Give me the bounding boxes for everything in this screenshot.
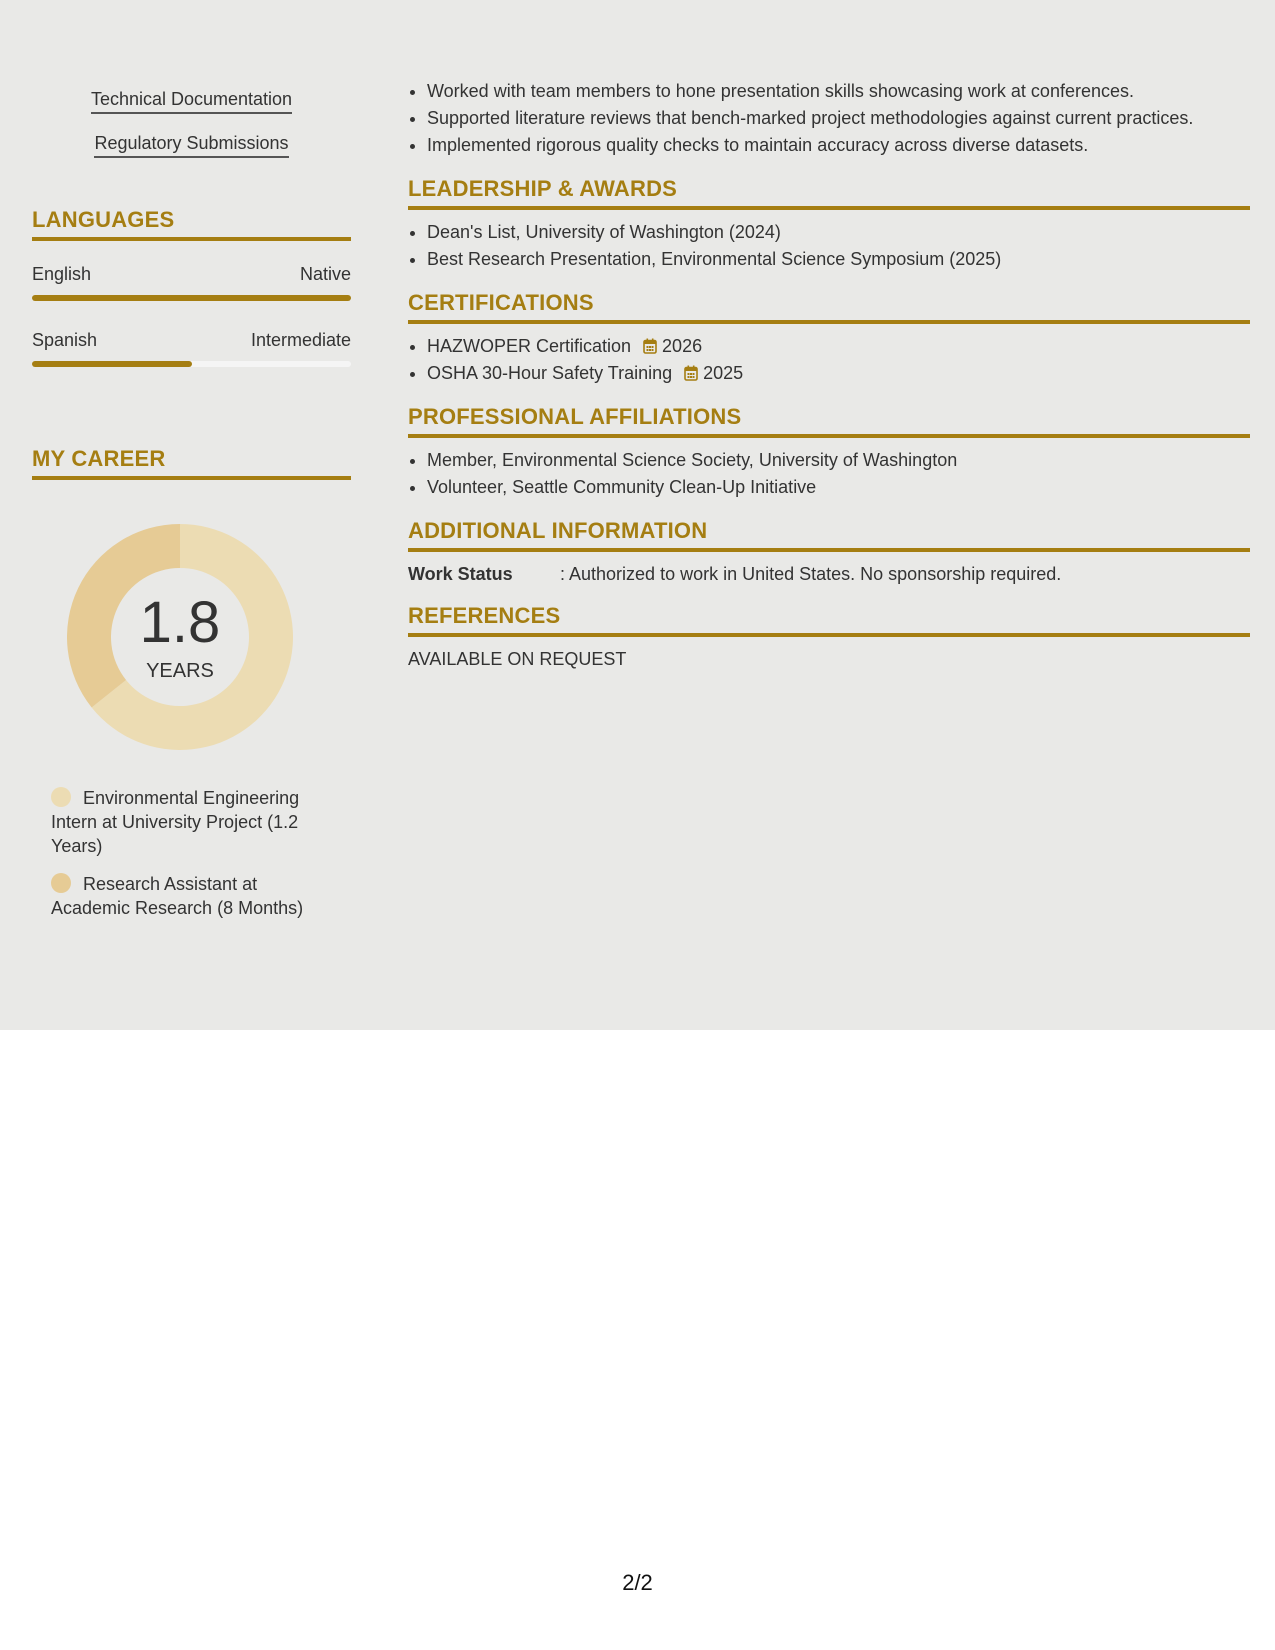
right-column — [408, 78, 1250, 671]
languages-section — [32, 206, 351, 367]
page-number: 2/2 — [622, 1570, 653, 1595]
certification-name: HAZWOPER Certification — [427, 336, 632, 356]
skill-tags — [32, 70, 351, 158]
language-row — [32, 329, 351, 351]
certifications-heading: CERTIFICATIONS — [408, 289, 1250, 324]
certification-name: OSHA 30-Hour Safety Training — [427, 363, 673, 383]
work-status-label: Work Status — [408, 564, 513, 584]
career-donut-chart — [67, 524, 293, 750]
certification-year: 2025 — [703, 363, 744, 383]
language-level: Native — [299, 264, 351, 284]
references-heading: REFERENCES — [408, 602, 1250, 637]
certification-item — [427, 333, 1250, 360]
certification-item — [427, 360, 1250, 387]
language-name: Spanish — [32, 330, 98, 350]
list-item: • Volunteer, Seattle Community Clean-Up Initiative — [427, 474, 1250, 501]
list-item: • Worked with team members to hone presentation skills showcasing work at conferences. — [427, 78, 1250, 105]
legend-item — [51, 786, 321, 858]
language-proficiency-bar — [32, 361, 351, 367]
work-status-row — [408, 562, 1250, 586]
career-heading: MY CAREER — [32, 445, 351, 480]
additional-info-heading: ADDITIONAL INFORMATION — [408, 517, 1250, 552]
left-column — [32, 70, 351, 934]
language-row — [32, 263, 351, 285]
list-item: • Member, Environmental Science Society, University of Washington — [427, 447, 1250, 474]
career-total-unit: YEARS — [146, 660, 214, 682]
language-name: English — [32, 264, 92, 284]
work-status-value: : Authorized to work in United States. No sponsorship required. — [560, 564, 1062, 584]
career-section — [32, 445, 351, 920]
language-level: Intermediate — [250, 330, 351, 350]
languages-heading: LANGUAGES — [32, 206, 351, 241]
skill-tag: Technical Documentation — [91, 88, 292, 114]
list-item: • Dean's List, University of Washington (2024) — [427, 219, 1250, 246]
skill-tag: Regulatory Submissions — [94, 132, 288, 158]
leadership-list — [408, 219, 1250, 273]
certification-year: 2026 — [662, 336, 703, 356]
calendar-icon — [643, 338, 657, 354]
language-proficiency-fill — [32, 361, 192, 367]
affiliations-heading: PROFESSIONAL AFFILIATIONS — [408, 403, 1250, 438]
certifications-list — [408, 333, 1250, 387]
career-legend — [51, 786, 321, 920]
references-text: AVAILABLE ON REQUEST — [408, 649, 627, 669]
legend-dot — [51, 873, 71, 893]
list-item: • Supported literature reviews that bench-marked project methodologies against current practices. — [427, 105, 1250, 132]
experience-bullets — [408, 78, 1250, 159]
language-proficiency-fill — [32, 295, 351, 301]
list-item: • Best Research Presentation, Environmental Science Symposium (2025) — [427, 246, 1250, 273]
list-item: • Implemented rigorous quality checks to maintain accuracy across diverse datasets. — [427, 132, 1250, 159]
career-total-value: 1.8 — [139, 590, 221, 655]
affiliations-list — [408, 447, 1250, 501]
leadership-heading: LEADERSHIP & AWARDS — [408, 175, 1250, 210]
language-proficiency-bar — [32, 295, 351, 301]
legend-dot — [51, 787, 71, 807]
legend-label: Environmental Engineering Intern at University Project (1.2 Years) — [51, 788, 300, 856]
legend-item — [51, 872, 321, 920]
legend-label: Research Assistant at Academic Research (8 Months) — [51, 874, 304, 918]
calendar-icon — [684, 365, 698, 381]
